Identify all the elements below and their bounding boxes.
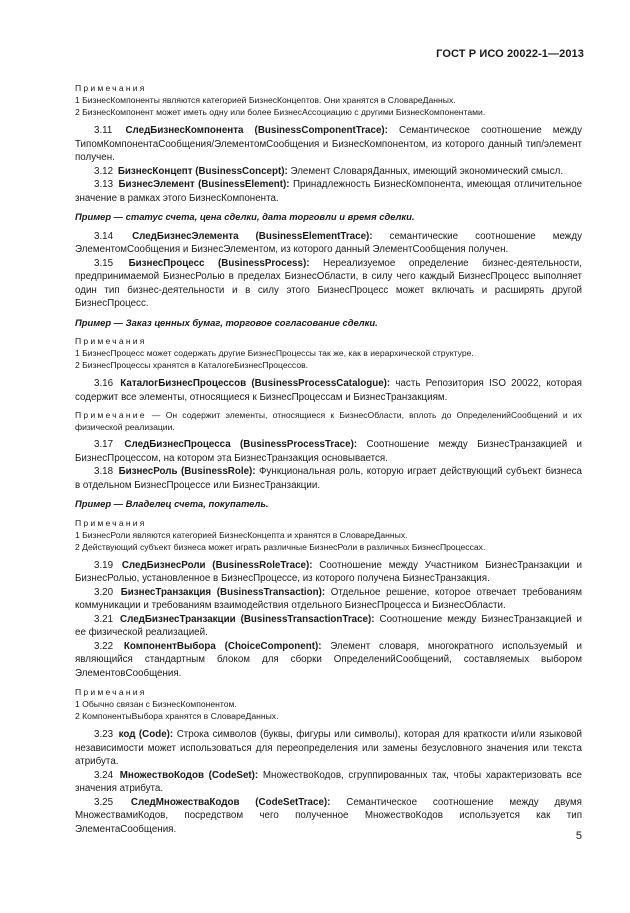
definition-text: Принадлежность БизнесКомпонента, имеющая отличительное значение в рамках этого БизнесКомпонента. xyxy=(75,179,582,204)
term: СледБизнесРоли (BusinessRoleTrace): xyxy=(121,559,313,571)
definition-text: Семантическое соотношение между двумя МножествамиКодов, посредством чего полученное МножествоКодов используется как тип ЭлементаСообщения. xyxy=(75,796,582,835)
definition-3-24 xyxy=(75,769,582,796)
note-title: Примечания xyxy=(75,517,147,528)
clause-number: 3.17 xyxy=(94,439,114,450)
definition-text: Элемент словаря, многократного используемый и являющийся стандартным блоком для сборки ОпределенийСообщений, составляемых выбором ЭлементовСообщения. xyxy=(75,640,582,679)
term: БизнесПроцесс (BusinessProcess): xyxy=(128,257,310,269)
definition-text: МножествоКодов, сгруппированных так, чтобы характеризовать все значения атрибута. xyxy=(75,769,582,794)
definition-3-22 xyxy=(75,640,582,681)
clause-number: 3.19 xyxy=(94,559,114,571)
clause-number: 3.20 xyxy=(94,586,114,598)
term: СледБизнесЭлемента (BusinessElementTrace): xyxy=(132,230,373,242)
term: код (Code): xyxy=(118,729,174,740)
clause-number: 3.21 xyxy=(94,613,114,625)
definition-text: Функциональная роль, которую играет действующий субъект бизнеса в отдельном БизнесПроцессе или БизнесТранзакции. xyxy=(75,466,582,491)
note-title: Примечания xyxy=(75,83,147,93)
definition-3-23 xyxy=(75,728,582,769)
note-block xyxy=(75,335,582,371)
definition-3-21 xyxy=(75,613,582,640)
clause-number: 3.25 xyxy=(94,796,114,808)
clause-number: 3.12 xyxy=(94,165,114,177)
note-title: Примечания xyxy=(75,336,147,346)
document-body xyxy=(75,82,582,836)
term: СледБизнесПроцесса (BusinessProcessTrace): xyxy=(124,439,358,450)
term: БизнесРоль (BusinessRole): xyxy=(118,466,256,477)
definition-3-11 xyxy=(75,124,582,165)
definition-3-15 xyxy=(75,257,582,311)
clause-number: 3.18 xyxy=(94,466,114,477)
example: Пример — статус счета, цена сделки, дата торговли и время сделки. xyxy=(75,211,415,222)
definition-text: Строка символов (буквы, фигуры или символы), которая для краткости и/или языковой независимости может использоваться для переопределения или замены безусловного значения или текста атрибута. xyxy=(75,729,583,767)
clause-number: 3.14 xyxy=(94,230,114,242)
definition-3-18 xyxy=(75,465,582,492)
definition-text: Нереализуемое определение бизнес-деятельности, предпринимаемой БизнесРолью в пределах БизнесОбласти, в силу чего каждый БизнесПроцесс выполняет один тип бизнес-деятельности и в силу этого БизнесПроцесс может включать и расширять другой БизнесПроцесс. xyxy=(75,257,582,309)
note-item: 1 Обычно связан с БизнесКомпонентом. xyxy=(75,699,237,709)
term: СледБизнесКомпонента (BusinessComponentTrace): xyxy=(125,125,388,136)
clause-number: 3.16 xyxy=(94,378,114,389)
term: БизнесЭлемент (BusinessElement): xyxy=(118,179,290,190)
note-label: Примечание xyxy=(75,410,147,420)
definition-text: Семантическое соотношение между ТипомКомпонентаСообщения/ЭлементомСообщения и БизнесКомпонентом, из которого данный тип/элемент получен. xyxy=(75,125,582,163)
definition-text: часть Репозитория ISO 20022, которая содержит все элементы, относящиеся к БизнесПроцессам и БизнесТранзакциям. xyxy=(75,378,582,403)
clause-number: 3.22 xyxy=(94,640,114,652)
definition-text: Отдельное решение, которое отвечает требованиям коммуникации и требованиям взаимодействия отдельного БизнесПроцесса и БизнесОбласти. xyxy=(75,586,582,611)
clause-number: 3.13 xyxy=(94,179,114,190)
term: СледМножестваКодов (CodeSetTrace): xyxy=(130,796,331,808)
page-header: ГОСТ Р ИСО 20022-1—2013 xyxy=(436,48,584,60)
clause-number: 3.24 xyxy=(94,769,114,781)
note-item: 1 БизнесКомпоненты являются категорией БизнесКонцептов. Они хранятся в СловареДанных. xyxy=(75,95,456,105)
definition-text: семантические соотношение между ЭлементомСообщения и БизнесЭлементом, из которого данный ЭлементСообщения получен. xyxy=(75,230,582,255)
example: Пример — Заказ ценных бумаг, торговое согласование сделки. xyxy=(75,316,378,328)
definition-3-20 xyxy=(75,586,582,613)
definition-3-12 xyxy=(75,165,582,179)
clause-number: 3.15 xyxy=(94,257,114,269)
term: СледБизнесТранзакции (BusinessTransactionTrace): xyxy=(120,613,375,625)
definition-3-25 xyxy=(75,796,582,837)
definition-3-17 xyxy=(75,438,582,465)
note-block xyxy=(75,686,582,722)
definition-3-13 xyxy=(75,178,582,205)
note-text: — Он содержит элементы, относящиеся к БизнесОбласти, вплоть до ОпределенийСообщений и их физической реализации. xyxy=(75,410,582,432)
definition-3-16 xyxy=(75,377,582,404)
definition-text: Соотношение между Участником БизнесТранзакции и БизнесРолью, установленное в БизнесПроцессе, из которого получена БизнесТранзакция. xyxy=(75,559,582,584)
term: КомпонентВыбора (ChoiceComponent): xyxy=(123,640,322,652)
definition-3-14 xyxy=(75,230,582,257)
term: БизнесТранзакция (BusinessTransaction): xyxy=(120,586,326,598)
example: Пример — Владелец счета, покупатель. xyxy=(75,498,269,509)
note-inline xyxy=(75,409,582,433)
note-item: 1 БизнесРоли являются категорией БизнесКонцепта и хранятся в СловареДанных. xyxy=(75,529,408,540)
note-block xyxy=(75,82,582,118)
note-item: 1 БизнесПроцесс может содержать другие БизнесПроцессы так же, как в иерархической структуре. xyxy=(75,348,474,358)
note-block xyxy=(75,517,582,553)
note-item: 2 БизнесПроцессы хранятся в КаталогеБизнесПроцессов. xyxy=(75,360,309,370)
note-title: Примечания xyxy=(75,687,147,697)
term: МножествоКодов (CodeSet): xyxy=(119,769,259,781)
note-item: 2 Действующий субъект бизнеса может играть различные БизнесРоли в различных БизнесПроцессах. xyxy=(75,541,486,552)
clause-number: 3.11 xyxy=(94,125,113,136)
page-number: 5 xyxy=(575,830,582,842)
definition-text: Элемент СловаряДанных, имеющий экономический смысл. xyxy=(287,165,564,177)
note-item: 2 КомпонентыВыбора хранятся в СловареДанных. xyxy=(75,711,279,721)
term: БизнесКонцепт (BusinessConcept): xyxy=(117,165,288,177)
note-item: 2 БизнесКомпонент может иметь одну или более БизнесАссоциацию с другими БизнесКомпонентами. xyxy=(75,107,486,117)
definition-text: Соотношение между БизнесТранзакцией и БизнесПроцессом, на котором эта БизнесТранзакция основывается. xyxy=(75,439,583,464)
term: КаталогБизнесПроцессов (BusinessProcessCatalogue): xyxy=(120,378,391,389)
definition-3-19 xyxy=(75,559,582,586)
clause-number: 3.23 xyxy=(94,729,114,740)
definition-text: Соотношение между БизнесТранзакцией и ее физической реализацией. xyxy=(75,613,582,638)
